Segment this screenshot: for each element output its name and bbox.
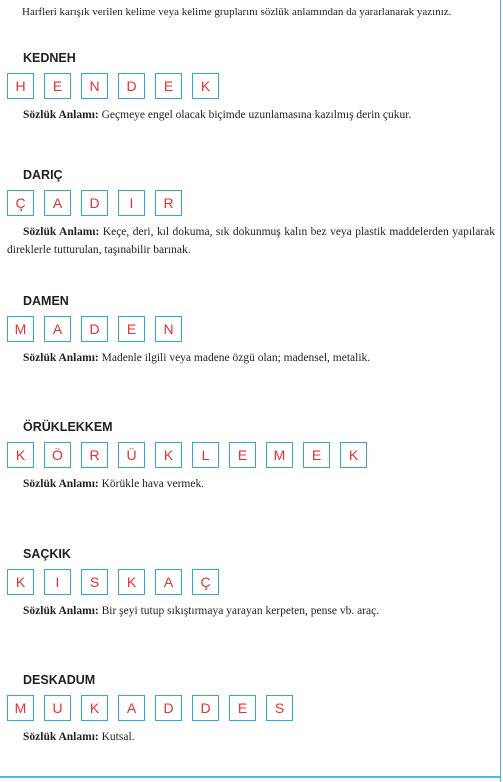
letter-box[interactable]: M [7,695,34,721]
letter-box[interactable]: I [118,190,145,216]
answer-boxes [7,569,495,595]
dictionary-meaning [7,349,495,367]
letter-box[interactable]: Ç [192,569,219,595]
meaning-text: Körükle hava vermek. [101,478,205,490]
meaning-text: Bir şeyi tutup sıkıştırmaya yarayan kerpeten, pense vb. araç. [101,605,380,617]
answer-boxes [7,442,495,468]
letter-box[interactable]: K [118,569,145,595]
dictionary-meaning [7,728,495,746]
answer-boxes [7,73,495,99]
letter-box[interactable]: A [155,569,182,595]
letter-box[interactable]: R [81,442,108,468]
meaning-text: Keçe, deri, kıl dokuma, sık dokunmuş kalın bez veya plastik maddelerden yapılarak direklerle tutturulan, taşınabilir barınak. [7,226,495,256]
letter-box[interactable]: K [7,442,34,468]
letter-box[interactable]: L [192,442,219,468]
letter-box[interactable]: S [81,569,108,595]
letter-box[interactable]: N [155,316,182,342]
scrambled-word: DARIÇ [23,168,63,182]
letter-box[interactable]: K [192,73,219,99]
letter-box[interactable]: A [44,316,71,342]
letter-box[interactable]: K [81,695,108,721]
letter-box[interactable]: Ç [7,190,34,216]
meaning-text: Madenle ilgili veya madene özgü olan; madensel, metalik. [101,352,371,364]
letter-box[interactable]: K [7,569,34,595]
letter-box[interactable]: M [266,442,293,468]
letter-box[interactable]: Ü [118,442,145,468]
dictionary-meaning [7,602,495,620]
letter-box[interactable]: E [155,73,182,99]
letter-box[interactable]: E [303,442,330,468]
letter-box[interactable]: Ö [44,442,71,468]
answer-boxes [7,316,495,342]
meaning-label: Sözlük Anlamı: [23,478,99,490]
meaning-label: Sözlük Anlamı: [23,731,99,743]
meaning-label: Sözlük Anlamı: [23,109,99,121]
scrambled-word: SAÇKIK [23,547,71,561]
letter-box[interactable]: E [44,73,71,99]
dictionary-meaning [7,475,495,493]
word-item [7,546,495,620]
answer-boxes [7,695,495,721]
letter-box[interactable]: K [155,442,182,468]
letter-box[interactable]: R [155,190,182,216]
letter-box[interactable]: D [81,190,108,216]
letter-box[interactable]: D [81,316,108,342]
letter-box[interactable]: S [266,695,293,721]
letter-box[interactable]: K [340,442,367,468]
meaning-label: Sözlük Anlamı: [23,226,100,238]
word-item [7,167,495,259]
page-edge-line [500,0,501,782]
dictionary-meaning [7,106,495,124]
letter-box[interactable]: I [44,569,71,595]
meaning-text: Geçmeye engel olacak biçimde uzunlamasına kazılmış derin çukur. [101,109,412,121]
letter-box[interactable]: E [229,442,256,468]
scrambled-word: DAMEN [23,294,69,308]
scrambled-word: ÖRÜKLEKKEM [23,420,113,434]
letter-box[interactable]: E [229,695,256,721]
word-item [7,293,495,367]
meaning-label: Sözlük Anlamı: [23,605,99,617]
word-item [7,50,495,124]
letter-box[interactable]: M [7,316,34,342]
word-item [7,672,495,746]
letter-box[interactable]: H [7,73,34,99]
answer-boxes [7,190,495,216]
letter-box[interactable]: D [192,695,219,721]
letter-box[interactable]: A [118,695,145,721]
bottom-border-line [0,776,500,778]
scrambled-word: DESKADUM [23,673,96,687]
word-item [7,419,495,493]
instruction-text: Harfleri karışık verilen kelime veya kelime gruplarını sözlük anlamından da yararlanarak yazınız. [22,6,452,18]
letter-box[interactable]: E [118,316,145,342]
letter-box[interactable]: A [44,190,71,216]
letter-box[interactable]: U [44,695,71,721]
dictionary-meaning [7,223,495,259]
letter-box[interactable]: N [81,73,108,99]
meaning-label: Sözlük Anlamı: [23,352,99,364]
letter-box[interactable]: D [118,73,145,99]
letter-box[interactable]: D [155,695,182,721]
meaning-text: Kutsal. [101,731,135,743]
scrambled-word: KEDNEH [23,51,76,65]
